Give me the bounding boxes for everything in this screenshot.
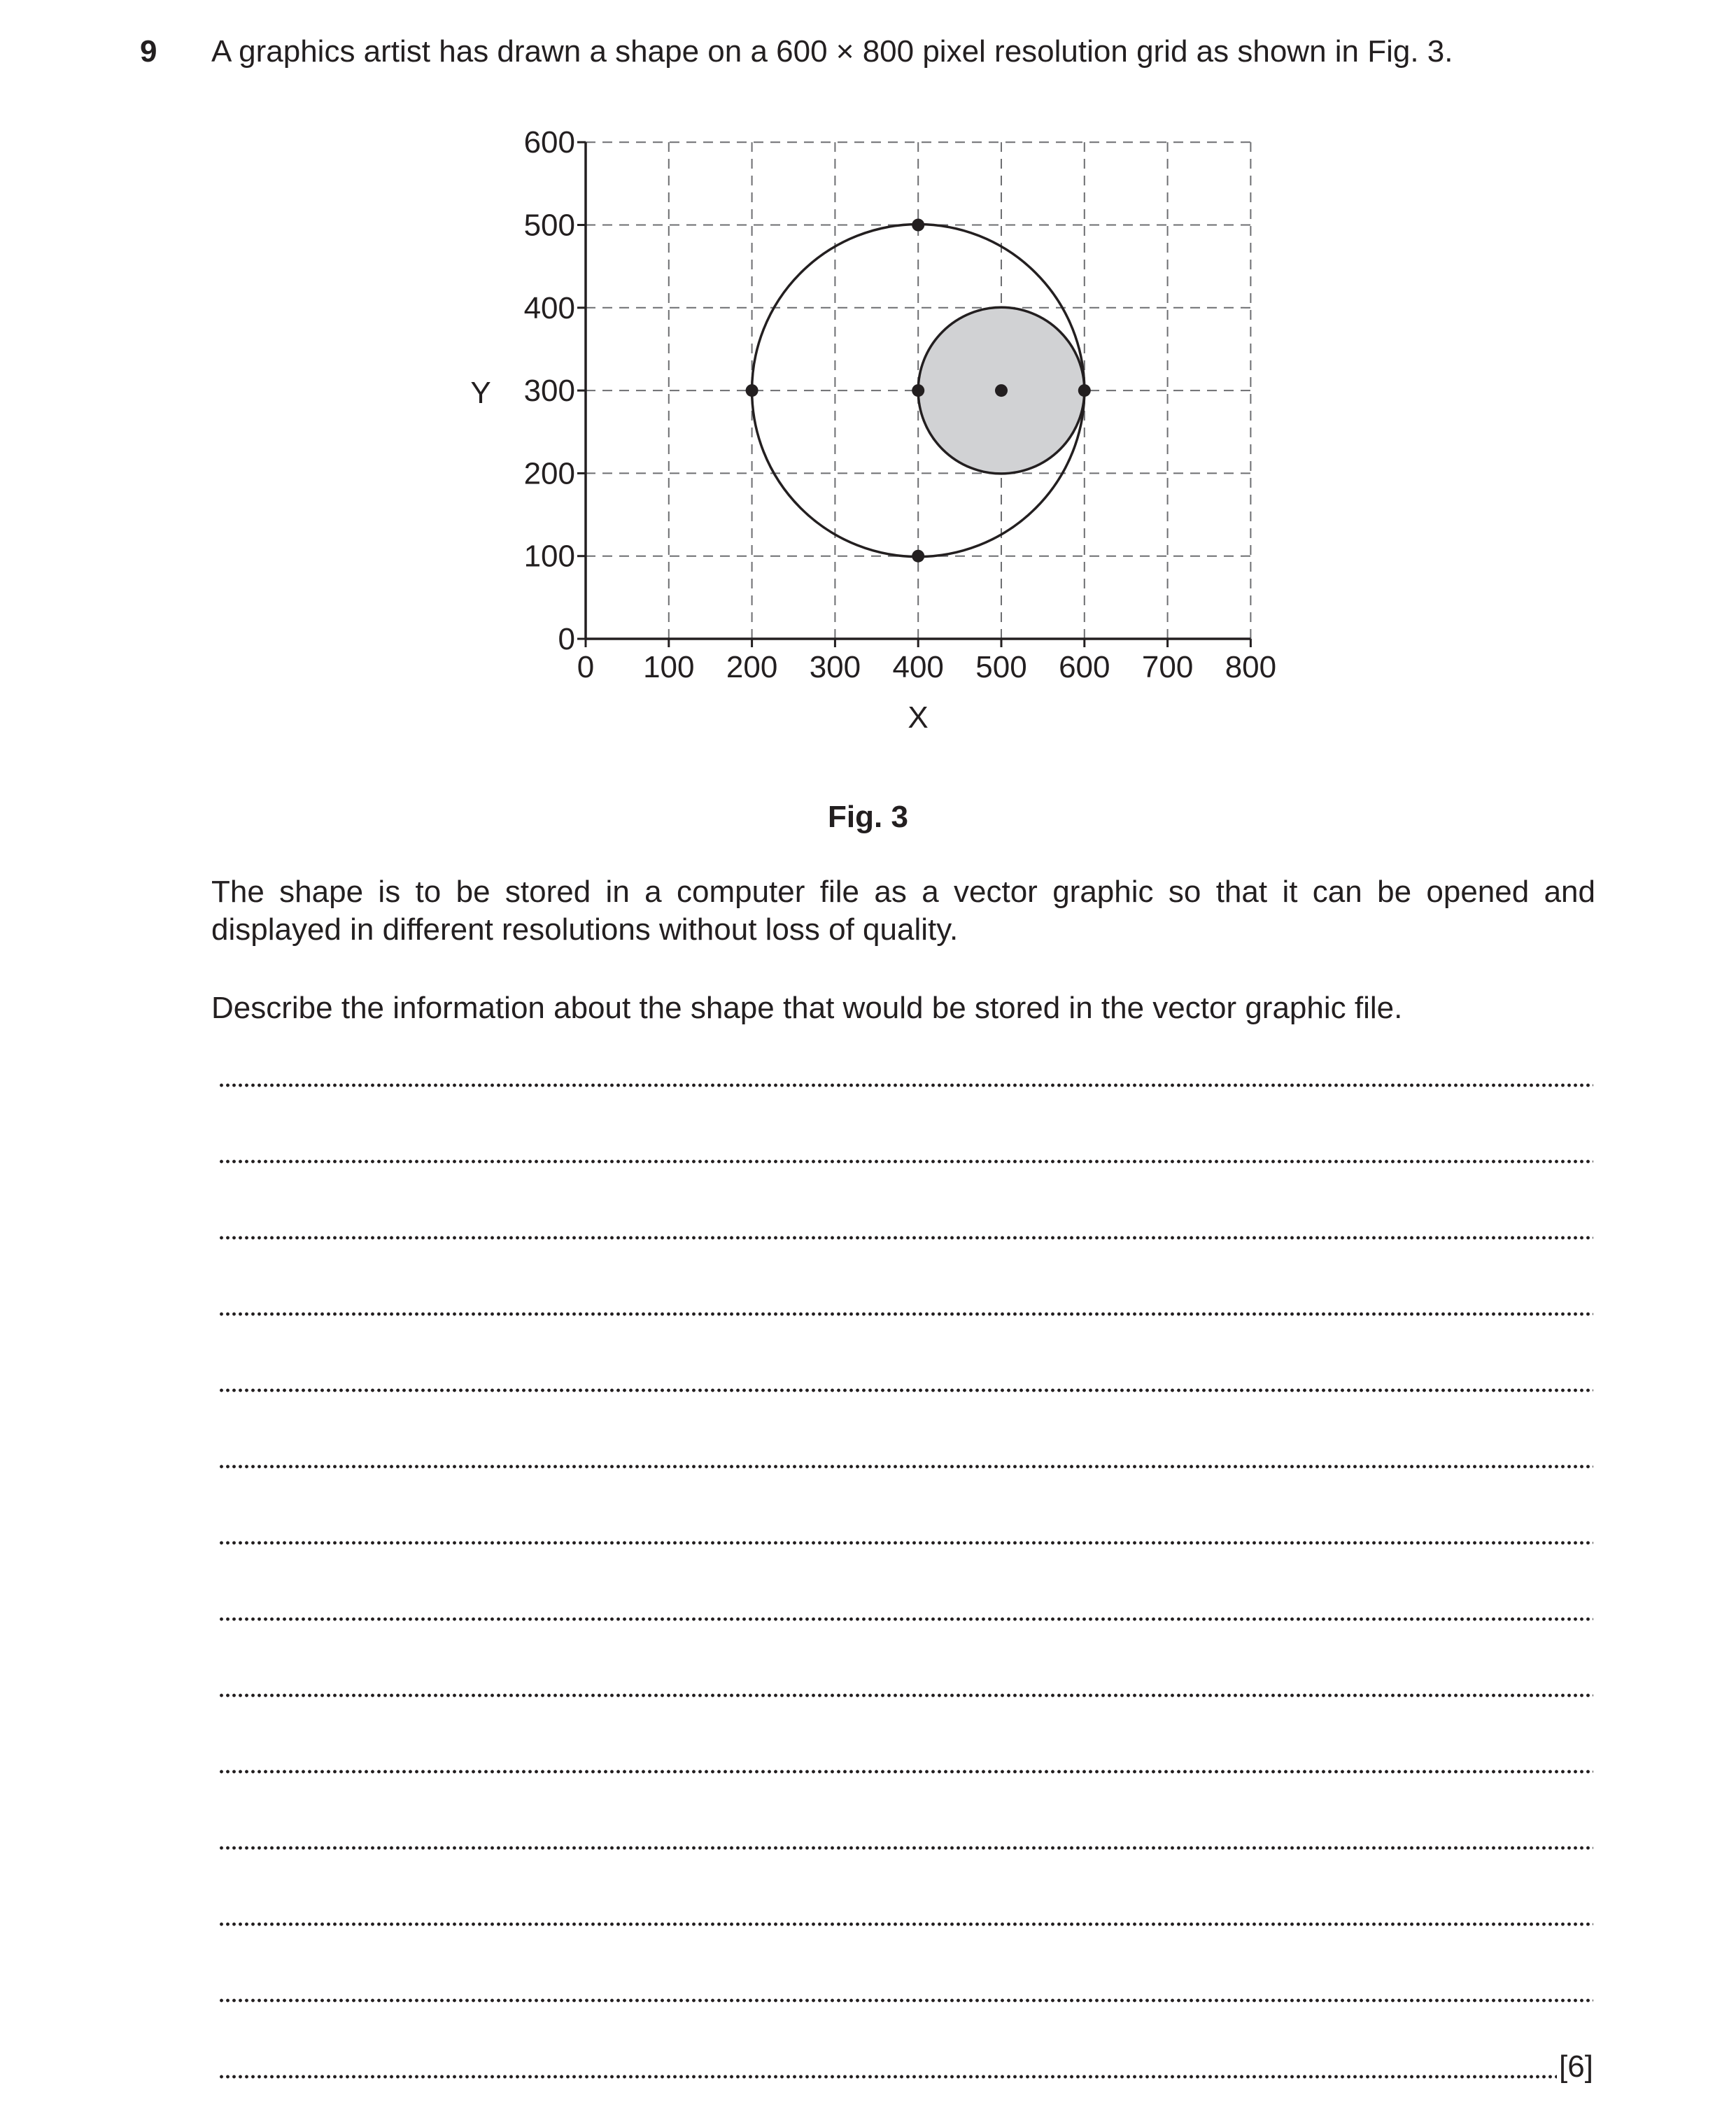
answer-line[interactable]	[218, 1769, 1593, 1774]
plot-point	[995, 384, 1008, 397]
answer-line[interactable]	[218, 1082, 1593, 1088]
x-tick-label: 500	[975, 650, 1027, 684]
answer-line[interactable]	[218, 1388, 1593, 1393]
answer-line[interactable]	[218, 1616, 1593, 1622]
question-intro: A graphics artist has drawn a shape on a 600 × 800 pixel resolution grid as shown in Fig. 3.	[211, 34, 1453, 69]
plot-point	[912, 550, 924, 563]
plot-point	[746, 384, 758, 397]
figure-3-graph	[0, 0, 1736, 770]
answer-line[interactable]	[218, 1921, 1593, 1927]
answer-line[interactable]	[218, 1235, 1593, 1241]
answer-line[interactable]	[218, 1845, 1593, 1851]
x-tick-label: 300	[809, 650, 861, 684]
x-tick-label: 100	[643, 650, 695, 684]
x-tick-label: 0	[577, 650, 595, 684]
y-tick-label: 0	[558, 622, 575, 656]
answer-line[interactable]	[218, 1693, 1593, 1698]
y-axis-label: Y	[470, 376, 491, 410]
x-tick-label: 200	[726, 650, 778, 684]
answer-line[interactable]	[218, 1998, 1593, 2003]
answer-line[interactable]	[218, 1464, 1593, 1469]
marks-allocation: [6]	[1559, 2049, 1593, 2084]
question-number: 9	[140, 34, 157, 69]
axes	[524, 125, 1277, 684]
x-tick-label: 600	[1059, 650, 1110, 684]
answer-line[interactable]	[218, 1540, 1593, 1546]
y-tick-label: 500	[523, 208, 575, 243]
paragraph-vector-graphic: The shape is to be stored in a computer file as a vector graphic so that it can be opened and displayed in different resolutions without loss of quality.	[211, 875, 1595, 947]
y-tick-label: 400	[523, 290, 575, 325]
answer-line[interactable]	[218, 1311, 1593, 1317]
plot-point	[912, 384, 924, 397]
answer-line[interactable]	[218, 1159, 1593, 1164]
y-tick-label: 200	[523, 456, 575, 491]
plot-point	[912, 219, 924, 232]
answer-line[interactable]	[218, 2074, 1557, 2080]
y-tick-label: 300	[523, 374, 575, 409]
x-axis-label: X	[908, 700, 929, 735]
x-tick-label: 700	[1141, 650, 1194, 684]
x-tick-label: 800	[1225, 650, 1277, 684]
plot-point	[1078, 384, 1091, 397]
figure-caption: Fig. 3	[828, 800, 908, 834]
x-tick-label: 400	[892, 650, 944, 684]
paragraph-describe-prompt: Describe the information about the shape that would be stored in the vector graphic file.	[211, 991, 1403, 1025]
y-tick-label: 100	[523, 539, 575, 574]
y-tick-label: 600	[523, 125, 575, 160]
